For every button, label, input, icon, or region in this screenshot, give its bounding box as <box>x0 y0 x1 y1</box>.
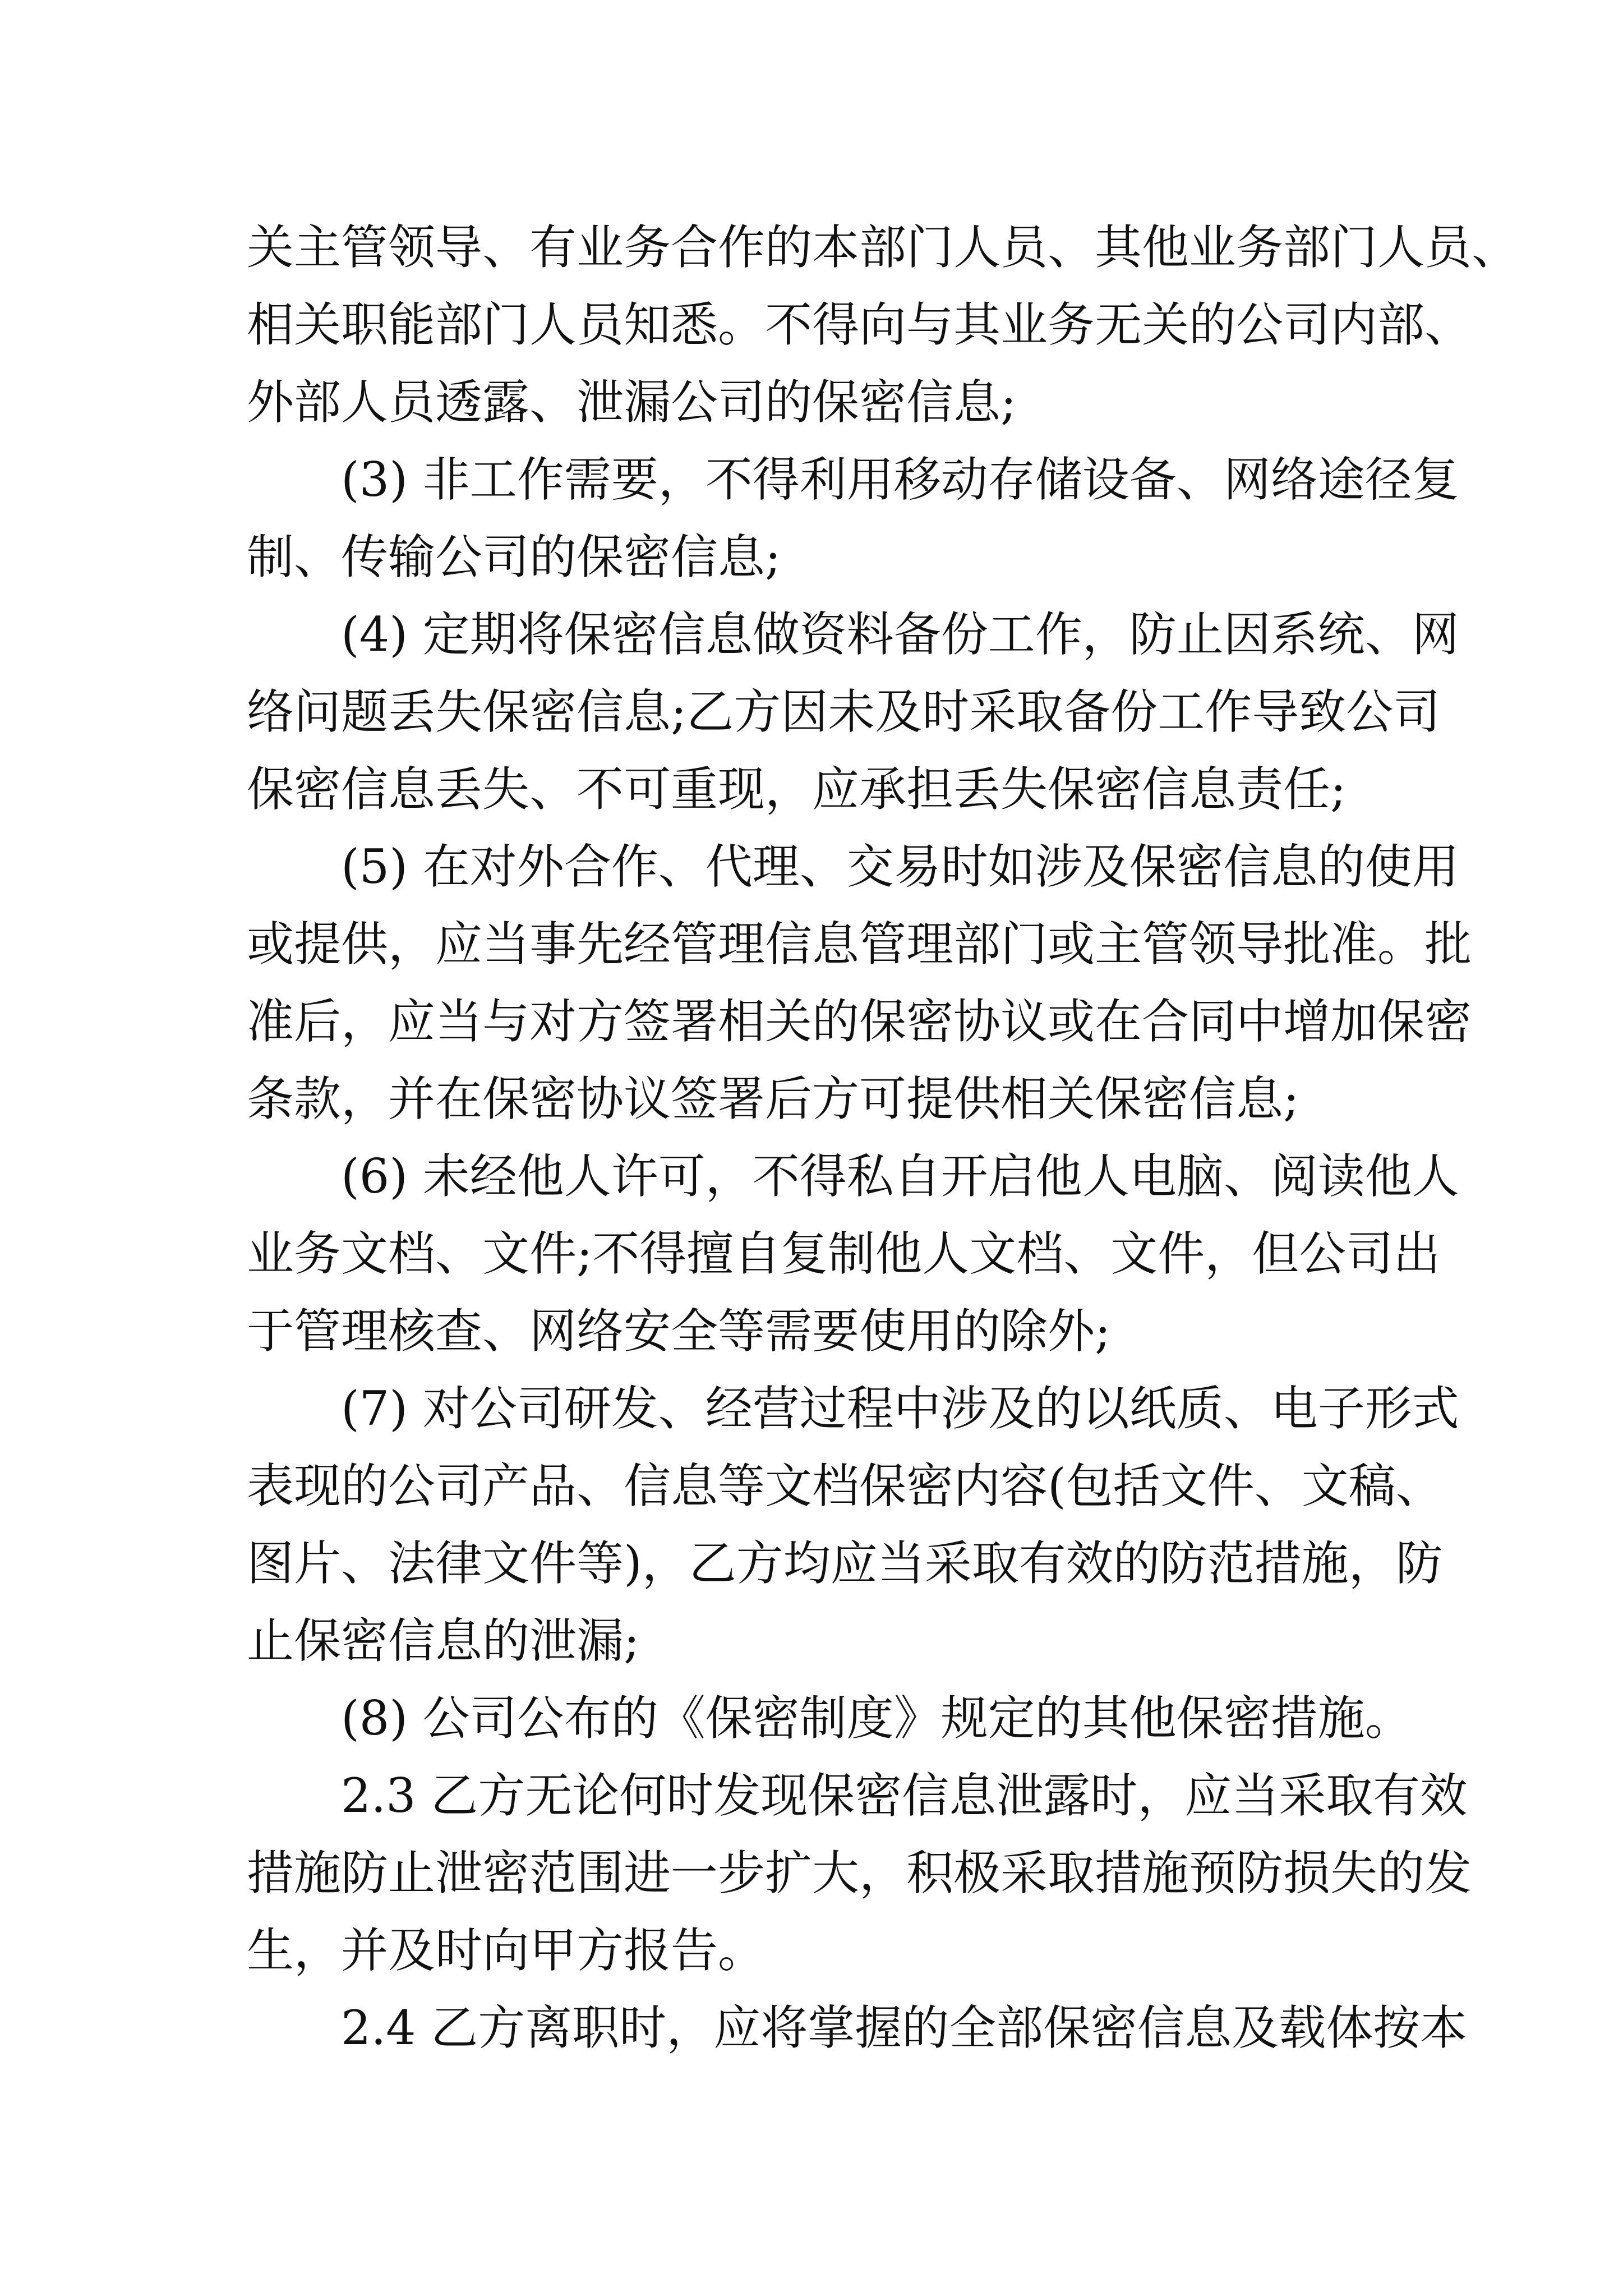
text-line: 制、传输公司的保密信息; <box>247 530 781 585</box>
text-line: 关主管领导、有业务合作的本部门人员、其他业务部门人员、 <box>247 220 1519 275</box>
text-line: 保密信息丢失、不可重现，应承担丢失保密信息责任; <box>247 762 1347 817</box>
text-line: (5) 在对外合作、代理、交易时如涉及保密信息的使用 <box>341 839 1459 894</box>
text-line: 措施防止泄密范围进一步扩大，积极采取措施预防损失的发 <box>247 1846 1472 1901</box>
text-line: 表现的公司产品、信息等文档保密内容(包括文件、文稿、 <box>247 1458 1443 1513</box>
text-line: 2.3 乙方无论何时发现保密信息泄露时，应当采取有效 <box>341 1768 1468 1823</box>
text-line: (7) 对公司研发、经营过程中涉及的以纸质、电子形式 <box>341 1381 1459 1436</box>
text-line: 络问题丢失保密信息;乙方因未及时采取备份工作导致公司 <box>247 684 1441 739</box>
text-line: (3) 非工作需要，不得利用移动存储设备、网络途径复 <box>341 452 1459 507</box>
document-body <box>247 209 1519 2067</box>
text-line: 于管理核查、网络安全等需要使用的除外; <box>247 1304 1111 1359</box>
text-line: 止保密信息的泄漏; <box>247 1613 640 1668</box>
text-line: 相关职能部门人员知悉。不得向与其业务无关的公司内部、 <box>247 297 1472 352</box>
text-line: 外部人员透露、泄漏公司的保密信息; <box>247 375 1017 430</box>
text-line: (6) 未经他人许可，不得私自开启他人电脑、阅读他人 <box>341 1149 1459 1204</box>
text-line: 生，并及时向甲方报告。 <box>247 1923 766 1978</box>
text-line: 条款，并在保密协议签署后方可提供相关保密信息; <box>247 1071 1299 1126</box>
text-line: 图片、法律文件等)，乙方均应当采取有效的防范措施，防 <box>247 1536 1443 1591</box>
text-line: (4) 定期将保密信息做资料备份工作，防止因系统、网 <box>341 607 1459 662</box>
text-line: 2.4 乙方离职时，应将掌握的全部保密信息及载体按本 <box>341 2000 1468 2055</box>
text-line: 业务文档、文件;不得擅自复制他人文档、文件，但公司出 <box>247 1226 1441 1281</box>
text-line: 准后，应当与对方签署相关的保密协议或在合同中增加保密 <box>247 994 1472 1049</box>
text-line: (8) 公司公布的《保密制度》规定的其他保密措施。 <box>341 1691 1412 1746</box>
text-line: 或提供，应当事先经管理信息管理部门或主管领导批准。批 <box>247 917 1472 972</box>
